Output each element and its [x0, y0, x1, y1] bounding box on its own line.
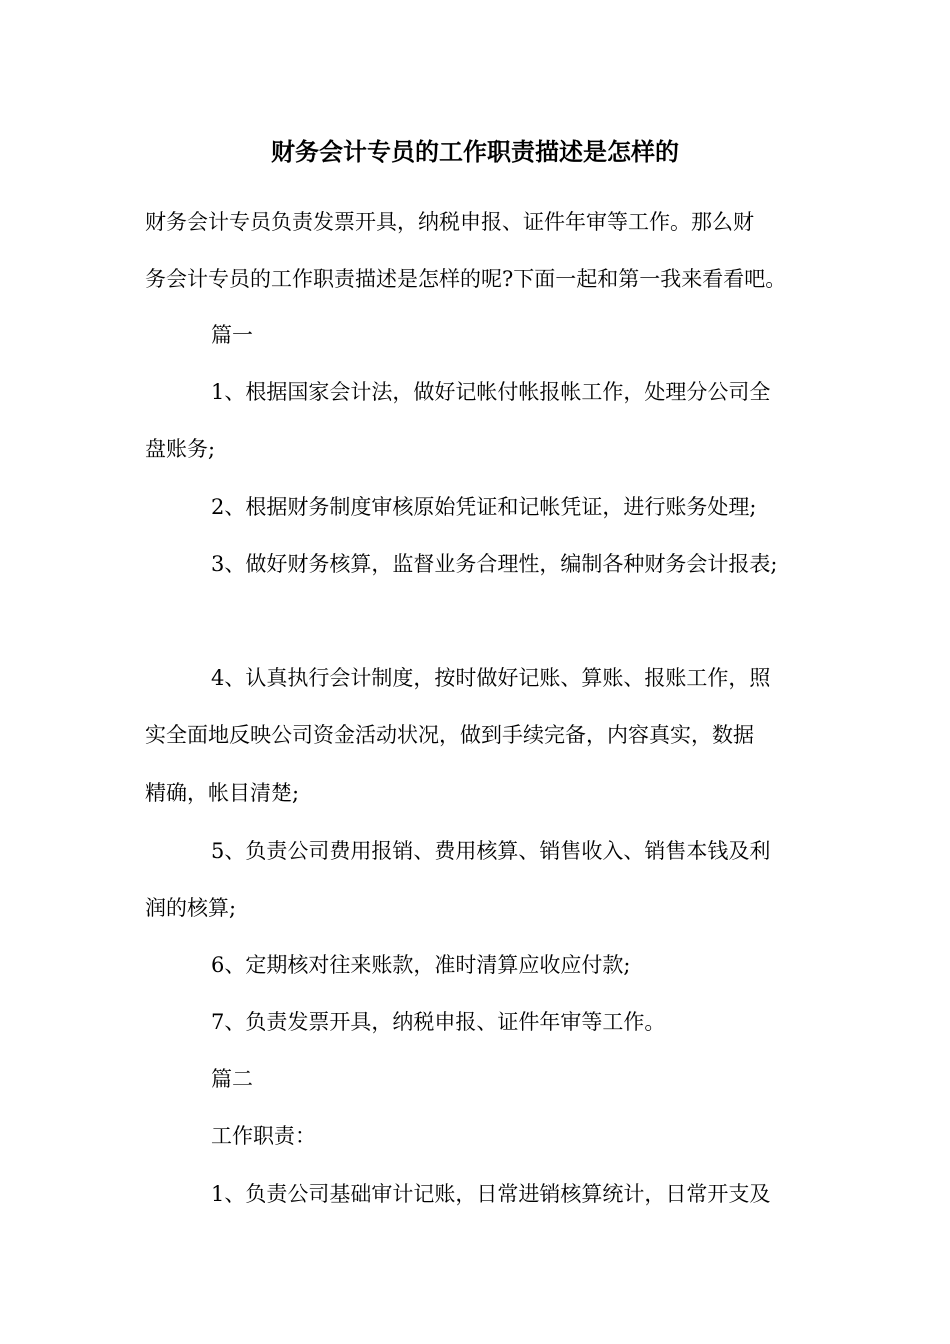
item-1-line-1: 1、根据国家会计法，做好记帐付帐报帐工作，处理分公司全 — [211, 380, 771, 404]
section-2-subheading: 工作职责： — [211, 1124, 316, 1148]
item-2-line-1: 2、根据财务制度审核原始凭证和记帐凭证，进行账务处理; — [211, 495, 757, 519]
item-3-line-1: 3、做好财务核算，监督业务合理性，编制各种财务会计报表; — [211, 552, 778, 576]
intro-line-2: 务会计专员的工作职责描述是怎样的呢?下面一起和第一我来看看吧。 — [145, 267, 787, 291]
item-7-line-1: 7、负责发票开具，纳税申报、证件年审等工作。 — [211, 1010, 666, 1034]
item-6-line-1: 6、定期核对往来账款，准时清算应收应付款; — [211, 953, 631, 977]
item-5-line-2: 润的核算; — [145, 896, 237, 920]
section-heading-2: 篇二 — [211, 1067, 253, 1091]
document-title: 财务会计专员的工作职责描述是怎样的 — [271, 137, 679, 166]
section-2-item-1-line-1: 1、负责公司基础审计记账，日常进销核算统计，日常开支及 — [211, 1182, 771, 1206]
section-heading-1: 篇一 — [211, 323, 253, 347]
item-4-line-2: 实全面地反映公司资金活动状况，做到手续完备，内容真实，数据 — [145, 723, 754, 747]
item-4-line-1: 4、认真执行会计制度，按时做好记账、算账、报账工作，照 — [211, 666, 771, 690]
item-5-line-1: 5、负责公司费用报销、费用核算、销售收入、销售本钱及利 — [211, 839, 771, 863]
intro-line-1: 财务会计专员负责发票开具，纳税申报、证件年审等工作。那么财 — [145, 210, 754, 234]
item-1-line-2: 盘账务; — [145, 437, 216, 461]
item-4-line-3: 精确，帐目清楚; — [145, 781, 300, 805]
